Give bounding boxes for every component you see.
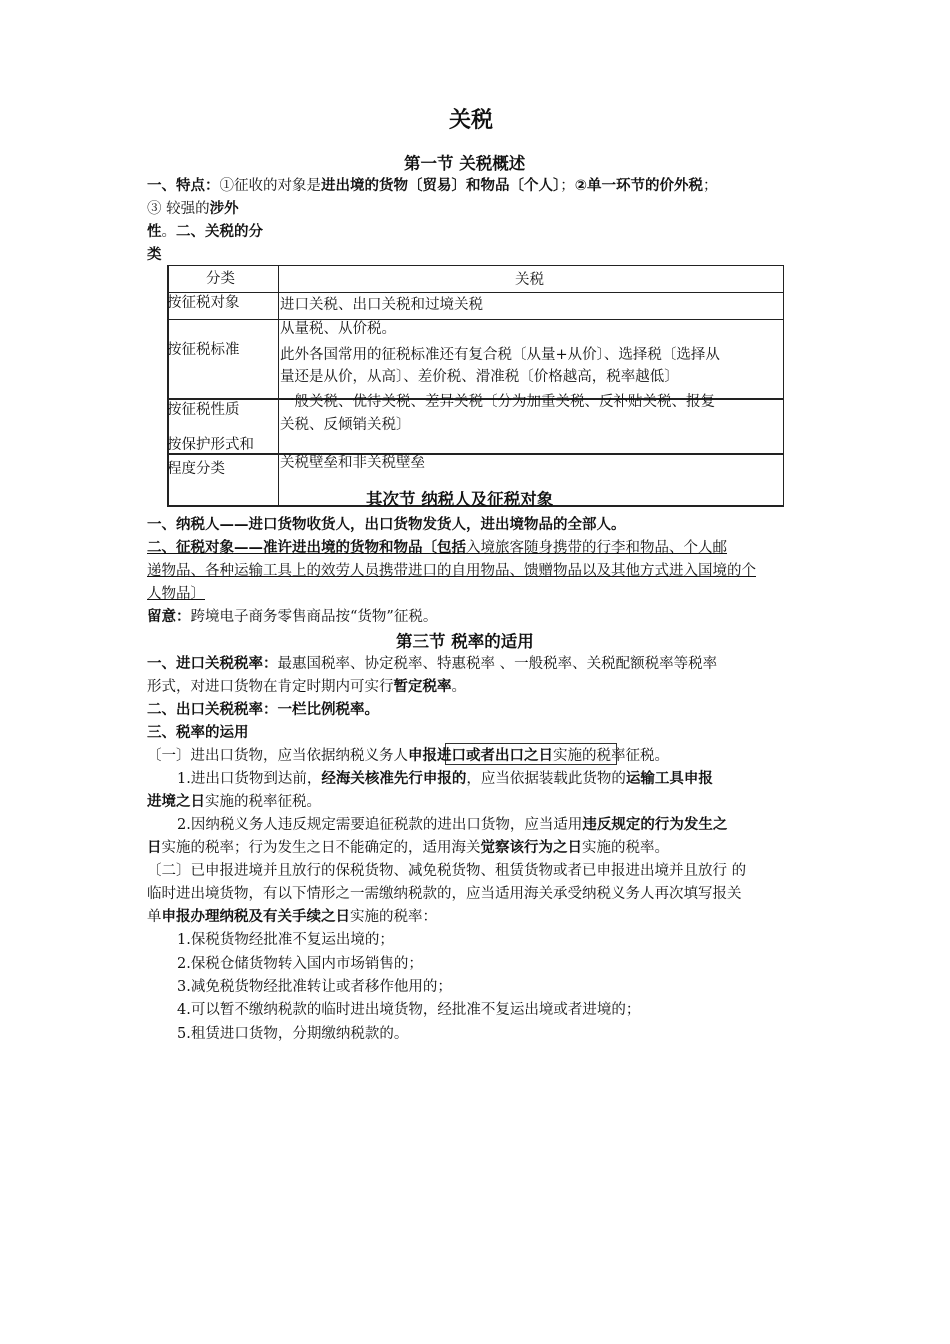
features-line3-bold: 性 [147, 224, 162, 240]
section-3-heading: 第三节 税率的适用 [396, 632, 534, 651]
import-rate-line2-end: 。 [451, 679, 466, 695]
para-4-text-e: 实施的税率： [350, 909, 437, 925]
table-row-4-category-1: 按保护形式和 [167, 437, 254, 453]
para-4-line-3 [147, 907, 437, 927]
para-3-text-f: 实施的税率。 [582, 840, 669, 856]
list-item: 2.保税仓储货物转入国内市场销售的； [177, 956, 423, 972]
list-item: 1.保税货物经批准不复运出境的； [177, 932, 394, 948]
table-row-3-content-2: 关税、反倾销关税〕 [280, 417, 411, 433]
provisional-rate: 暂定税率 [393, 679, 452, 695]
para-2-bold-d: 运输工具申报 [625, 771, 713, 787]
features-text-3: ； [703, 178, 718, 194]
para-3-line-2 [147, 838, 669, 858]
para-2-text-a: 1.进出口货物到达前， [177, 771, 322, 787]
para-2-bold-e: 进境之日 [147, 794, 205, 810]
note-line [147, 607, 437, 627]
table-row-2-content-3: 量还是从价，从高〕、差价税、滑准税〔价格越高，税率越低〕 [280, 369, 679, 385]
para-2-line-2 [147, 792, 321, 812]
list-item: 5.租赁进口货物，分期缴纳税款的。 [177, 1026, 409, 1042]
import-rate-line-2 [147, 677, 466, 697]
tax-object-line-3: 人物品〕 [147, 586, 205, 602]
features-line2-bold: 涉外 [209, 201, 239, 217]
table-row-1-category: 按征税对象 [167, 295, 240, 311]
list-item: 4.可以暂不缴纳税款的临时进出境货物，经批准不复运出境或者进境的； [177, 1002, 641, 1018]
table-row-4-content: 关税壁垒和非关税壁垒 [280, 455, 425, 471]
tax-object-bold: 二、征税对象——准许进出境的货物和物品〔包括 [147, 540, 466, 556]
taxpayer-line: 一、纳税人——进口货物收货人，出口货物发货人，进出境物品的全部人。 [147, 517, 626, 533]
features-line-3 [147, 222, 263, 242]
table-header-category: 分类 [206, 271, 235, 287]
classification-heading: 二、关税的分 [176, 224, 263, 240]
features-line-2 [147, 199, 239, 219]
table-header-tariff: 关税 [515, 272, 544, 288]
para-4-bold-d: 申报办理纳税及有关手续之日 [161, 909, 350, 925]
para-4-line-1: 〔二〕已申报进境并且放行的保税货物、减免税货物、租赁货物或者已申报进出境并且放行 的 [147, 863, 747, 879]
table-row-4-category-2: 程度分类 [167, 461, 225, 477]
tax-object-line-2: 递物品、各种运输工具上的效劳人员携带进口的自用物品、馈赠物品以及其他方式进入国境的个 [147, 563, 756, 579]
features-text-2: ； [560, 178, 575, 194]
table-row-1-content: 进口关税、出口关税和过境关税 [280, 297, 483, 313]
table-row-2-content-2: 此外各国常用的征税标准还有复合税〔从量+从价〕、选择税〔选择从 [280, 347, 720, 363]
note-label: 留意： [147, 609, 191, 625]
import-rate-line-1 [147, 654, 717, 674]
features-label: 一、特点： [147, 178, 220, 194]
table-row-3-category: 按征税性质 [167, 402, 240, 418]
para-2-text-f: 实施的税率征税。 [205, 794, 321, 810]
features-line2-text: ③ 较强的 [147, 201, 210, 217]
para-2-bold-b: 经海关核准先行申报的 [321, 771, 467, 787]
para-1-text-a: 〔一〕进出口货物，应当依据纳税义务人 [147, 748, 408, 764]
para-4-text-c: 单 [147, 909, 162, 925]
note-text: 跨境电子商务零售商品按“货物”征税。 [190, 609, 438, 625]
features-bold-2: ②单一环节的价外税 [574, 178, 704, 194]
para-1-text-c: 实施的税率征税。 [553, 748, 669, 764]
section-1-heading: 第一节 关税概述 [404, 154, 526, 173]
features-bold-1: 进出境的货物〔贸易〕和物品〔个人〕 [321, 178, 561, 194]
para-3-bold-b: 违反规定的行为发生之 [582, 817, 728, 833]
tax-object-line-1 [147, 538, 727, 558]
import-rate-text: 最惠国税率、协定税率、特惠税率 、一般税率、关税配额税率等税率 [277, 656, 718, 672]
para-3-text-d: 实施的税率；行为发生之日不能确定的，适用海关 [161, 840, 481, 856]
rate-application-heading: 三、税率的运用 [147, 725, 249, 741]
para-1-bold: 申报进口或者出口之日 [408, 748, 553, 764]
import-rate-label: 一、进口关税税率： [147, 656, 278, 672]
section-2-heading: 其次节 纳税人及征税对象 [366, 490, 554, 509]
para-1 [147, 746, 669, 766]
list-item: 3.减免税货物经批准转让或者移作他用的； [177, 979, 452, 995]
import-rate-line2-text: 形式，对进口货物在肯定时期内可实行 [147, 679, 394, 695]
para-2-line-1 [177, 769, 713, 789]
para-3-line-1 [177, 815, 727, 835]
export-rate-line: 二、出口关税税率：一栏比例税率。 [147, 702, 379, 718]
table-row-2-category: 按征税标准 [167, 342, 240, 358]
features-line-1 [147, 176, 718, 196]
para-2-text-c: ，应当依据装载此货物的 [466, 771, 626, 787]
features-line3-text: 。 [161, 224, 176, 240]
page-title: 关税 [449, 108, 494, 133]
classification-heading-cont: 类 [147, 247, 162, 263]
table-row-3-content-1: 一般关税、优待关税、差异关税〔分为加重关税、反补贴关税、报复 [280, 394, 715, 410]
para-3-bold-c: 日 [147, 840, 162, 856]
tax-object-text: 入境旅客随身携带的行李和物品、个人邮 [466, 540, 727, 556]
para-3-text-a: 2.因纳税义务人违反规定需要追征税款的进出口货物，应当适用 [177, 817, 583, 833]
para-3-bold-e: 觉察该行为之日 [480, 840, 582, 856]
features-text-1: ①征收的对象是 [219, 178, 321, 194]
table-row-2-content-1: 从量税、从价税。 [280, 321, 396, 337]
para-4-line-2: 临时进出境货物，有以下情形之一需缴纳税款的，应当适用海关承受纳税义务人再次填写报关 [147, 886, 742, 902]
